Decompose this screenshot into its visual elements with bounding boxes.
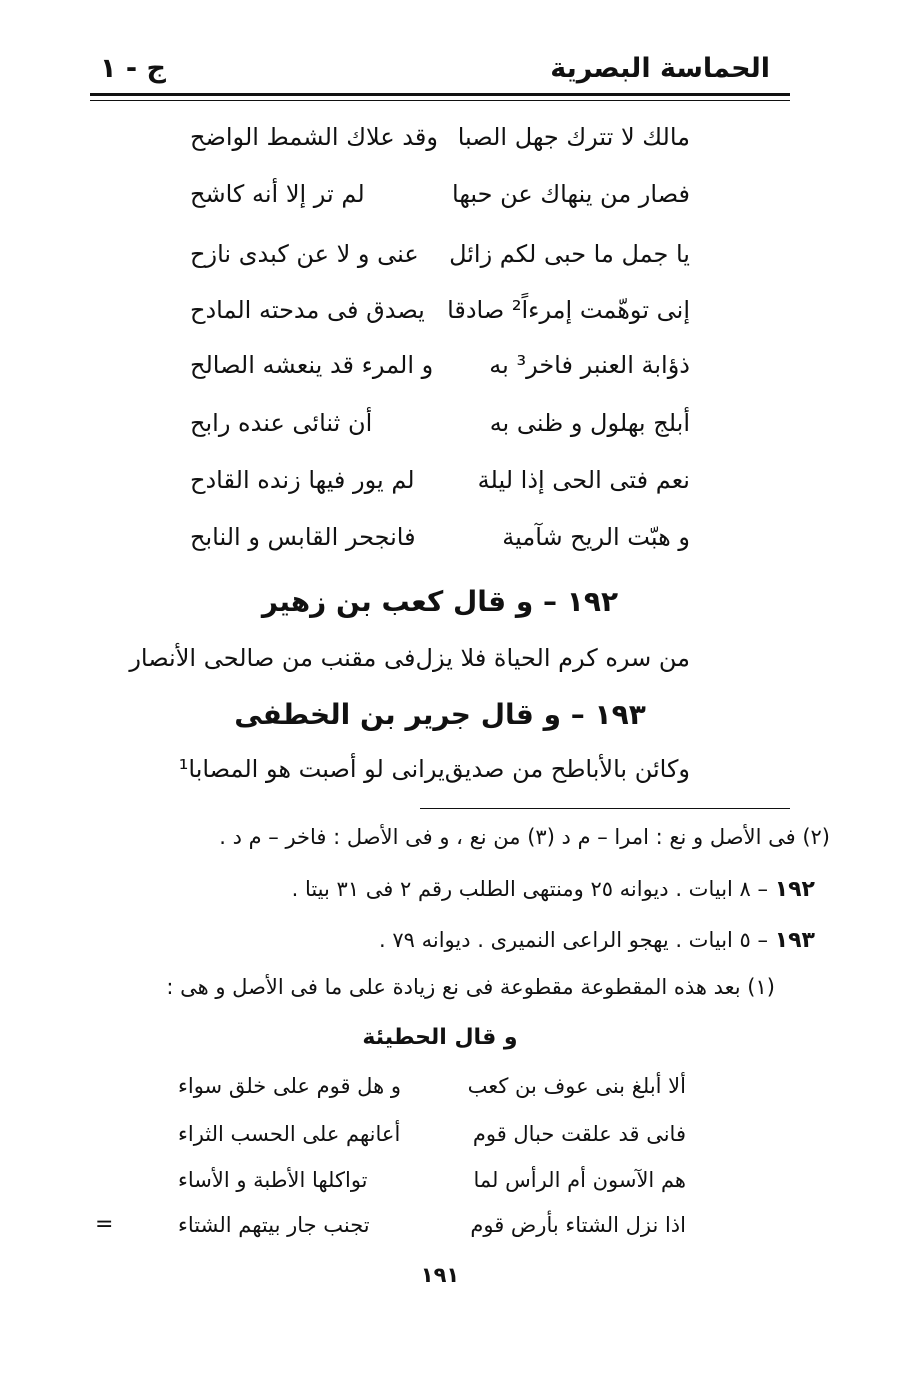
footnote-rule <box>420 808 790 809</box>
verse-first-hemistich: فصار من ينهاك عن حبها <box>452 180 690 208</box>
verse-line <box>190 347 690 383</box>
poem-heading-193: ١٩٣ – و قال جرير بن الخطفى <box>234 698 646 731</box>
verse-second-hemistich: لم تر إلا أنه كاشح <box>190 180 365 208</box>
verse-second-hemistich: و المرء قد ينعشه الصالح <box>190 351 434 379</box>
verse-line <box>190 519 690 555</box>
verse-first-hemistich: يا جمل ما حبى لكم زائل <box>449 240 690 268</box>
footnote-verse-line <box>178 1208 686 1242</box>
verse-line <box>190 462 690 498</box>
header-rule <box>90 93 790 101</box>
verse-first-hemistich: ذؤابة العنبر فاخر³ به <box>489 351 690 379</box>
verse-first-hemistich: اذا نزل الشتاء بأرض قوم <box>470 1213 686 1237</box>
note-text: – ٨ ابيات . ديوانه ٢٥ ومنتهى الطلب رقم ٢ فى ٣١ بيتا . <box>291 877 769 901</box>
verse-first-hemistich: مالك لا تترك جهل الصبا <box>457 123 690 151</box>
running-head <box>100 48 770 88</box>
book-title: الحماسة البصرية <box>550 52 770 84</box>
verse-second-hemistich: يرانى لو أصبت هو المصابا¹ <box>178 755 445 783</box>
verse-second-hemistich: لم يور فيها زنده القادح <box>190 466 415 494</box>
verse-second-hemistich: وقد علاك الشمط الواضح <box>190 123 438 151</box>
verse-line <box>190 405 690 441</box>
footnote-poem-heading: و قال الحطيئة <box>362 1025 518 1050</box>
note-text: – ٥ ابيات . يهجو الراعى النميرى . ديوانه ٧٩ . <box>379 928 769 952</box>
verse-first-hemistich: هم الآسون أم الرأس لما <box>473 1168 686 1192</box>
footnote-1: (١) بعد هذه المقطوعة مقطوعة فى نع زيادة على ما فى الأصل و هى : <box>166 975 775 999</box>
verse-second-hemistich: أن ثنائى عنده رابح <box>190 409 373 437</box>
verse-first-hemistich: إنى توهّمت إمرءاً² صادقا <box>447 296 690 324</box>
footnote-verse-line <box>178 1163 686 1197</box>
verse-first-hemistich: من سره كرم الحياة فلا يزل <box>415 644 690 672</box>
note-192 <box>292 877 815 902</box>
footnote-2-3: (٢) فى الأصل و نع : امرا – م د (٣) من نع ، و فى الأصل : فاخر – م د . <box>219 825 830 849</box>
verse-line <box>190 292 690 328</box>
verse-first-hemistich: ألا أبلغ بنى عوف بن كعب <box>467 1074 686 1098</box>
verse-first-hemistich: فانى قد علقت حبال قوم <box>472 1122 686 1146</box>
verse-second-hemistich: عنى و لا عن كبدى نازح <box>190 240 419 268</box>
page-number: ١٩١ <box>420 1263 460 1287</box>
verse-first-hemistich: نعم فتى الحى إذا ليلة <box>477 466 690 494</box>
verse-second-hemistich: فى مقنب من صالحى الأنصار <box>129 644 416 672</box>
verse-second-hemistich: تواكلها الأطبة و الأساء <box>178 1168 368 1192</box>
verse-first-hemistich: أبلج بهلول و ظنى به <box>489 409 690 437</box>
verse-second-hemistich: و هل قوم على خلق سواء <box>178 1074 401 1098</box>
verse-line <box>129 640 690 676</box>
verse-line <box>190 236 690 272</box>
note-number: ١٩٢ <box>774 877 815 902</box>
poem-heading-192: ١٩٢ – و قال كعب بن زهير <box>261 585 619 618</box>
verse-line <box>190 176 690 212</box>
verse-second-hemistich: يصدق فى مدحته المادح <box>190 296 425 324</box>
volume-label: ج - ١ <box>100 52 166 84</box>
verse-line <box>178 751 690 787</box>
verse-first-hemistich: و هبّت الريح شآمية <box>502 523 690 551</box>
verse-first-hemistich: وكائن بالأباطح من صديق <box>444 755 690 783</box>
note-193 <box>379 928 815 953</box>
continuation-mark: = <box>95 1212 116 1237</box>
footnote-verse-line <box>178 1069 686 1103</box>
verse-second-hemistich: أعانهم على الحسب الثراء <box>178 1122 401 1146</box>
verse-second-hemistich: تجنب جار بيتهم الشتاء <box>178 1213 370 1237</box>
verse-line <box>190 119 690 155</box>
footnote-verse-line <box>178 1117 686 1151</box>
note-number: ١٩٣ <box>774 928 815 953</box>
verse-second-hemistich: فانجحر القابس و النابح <box>190 523 416 551</box>
